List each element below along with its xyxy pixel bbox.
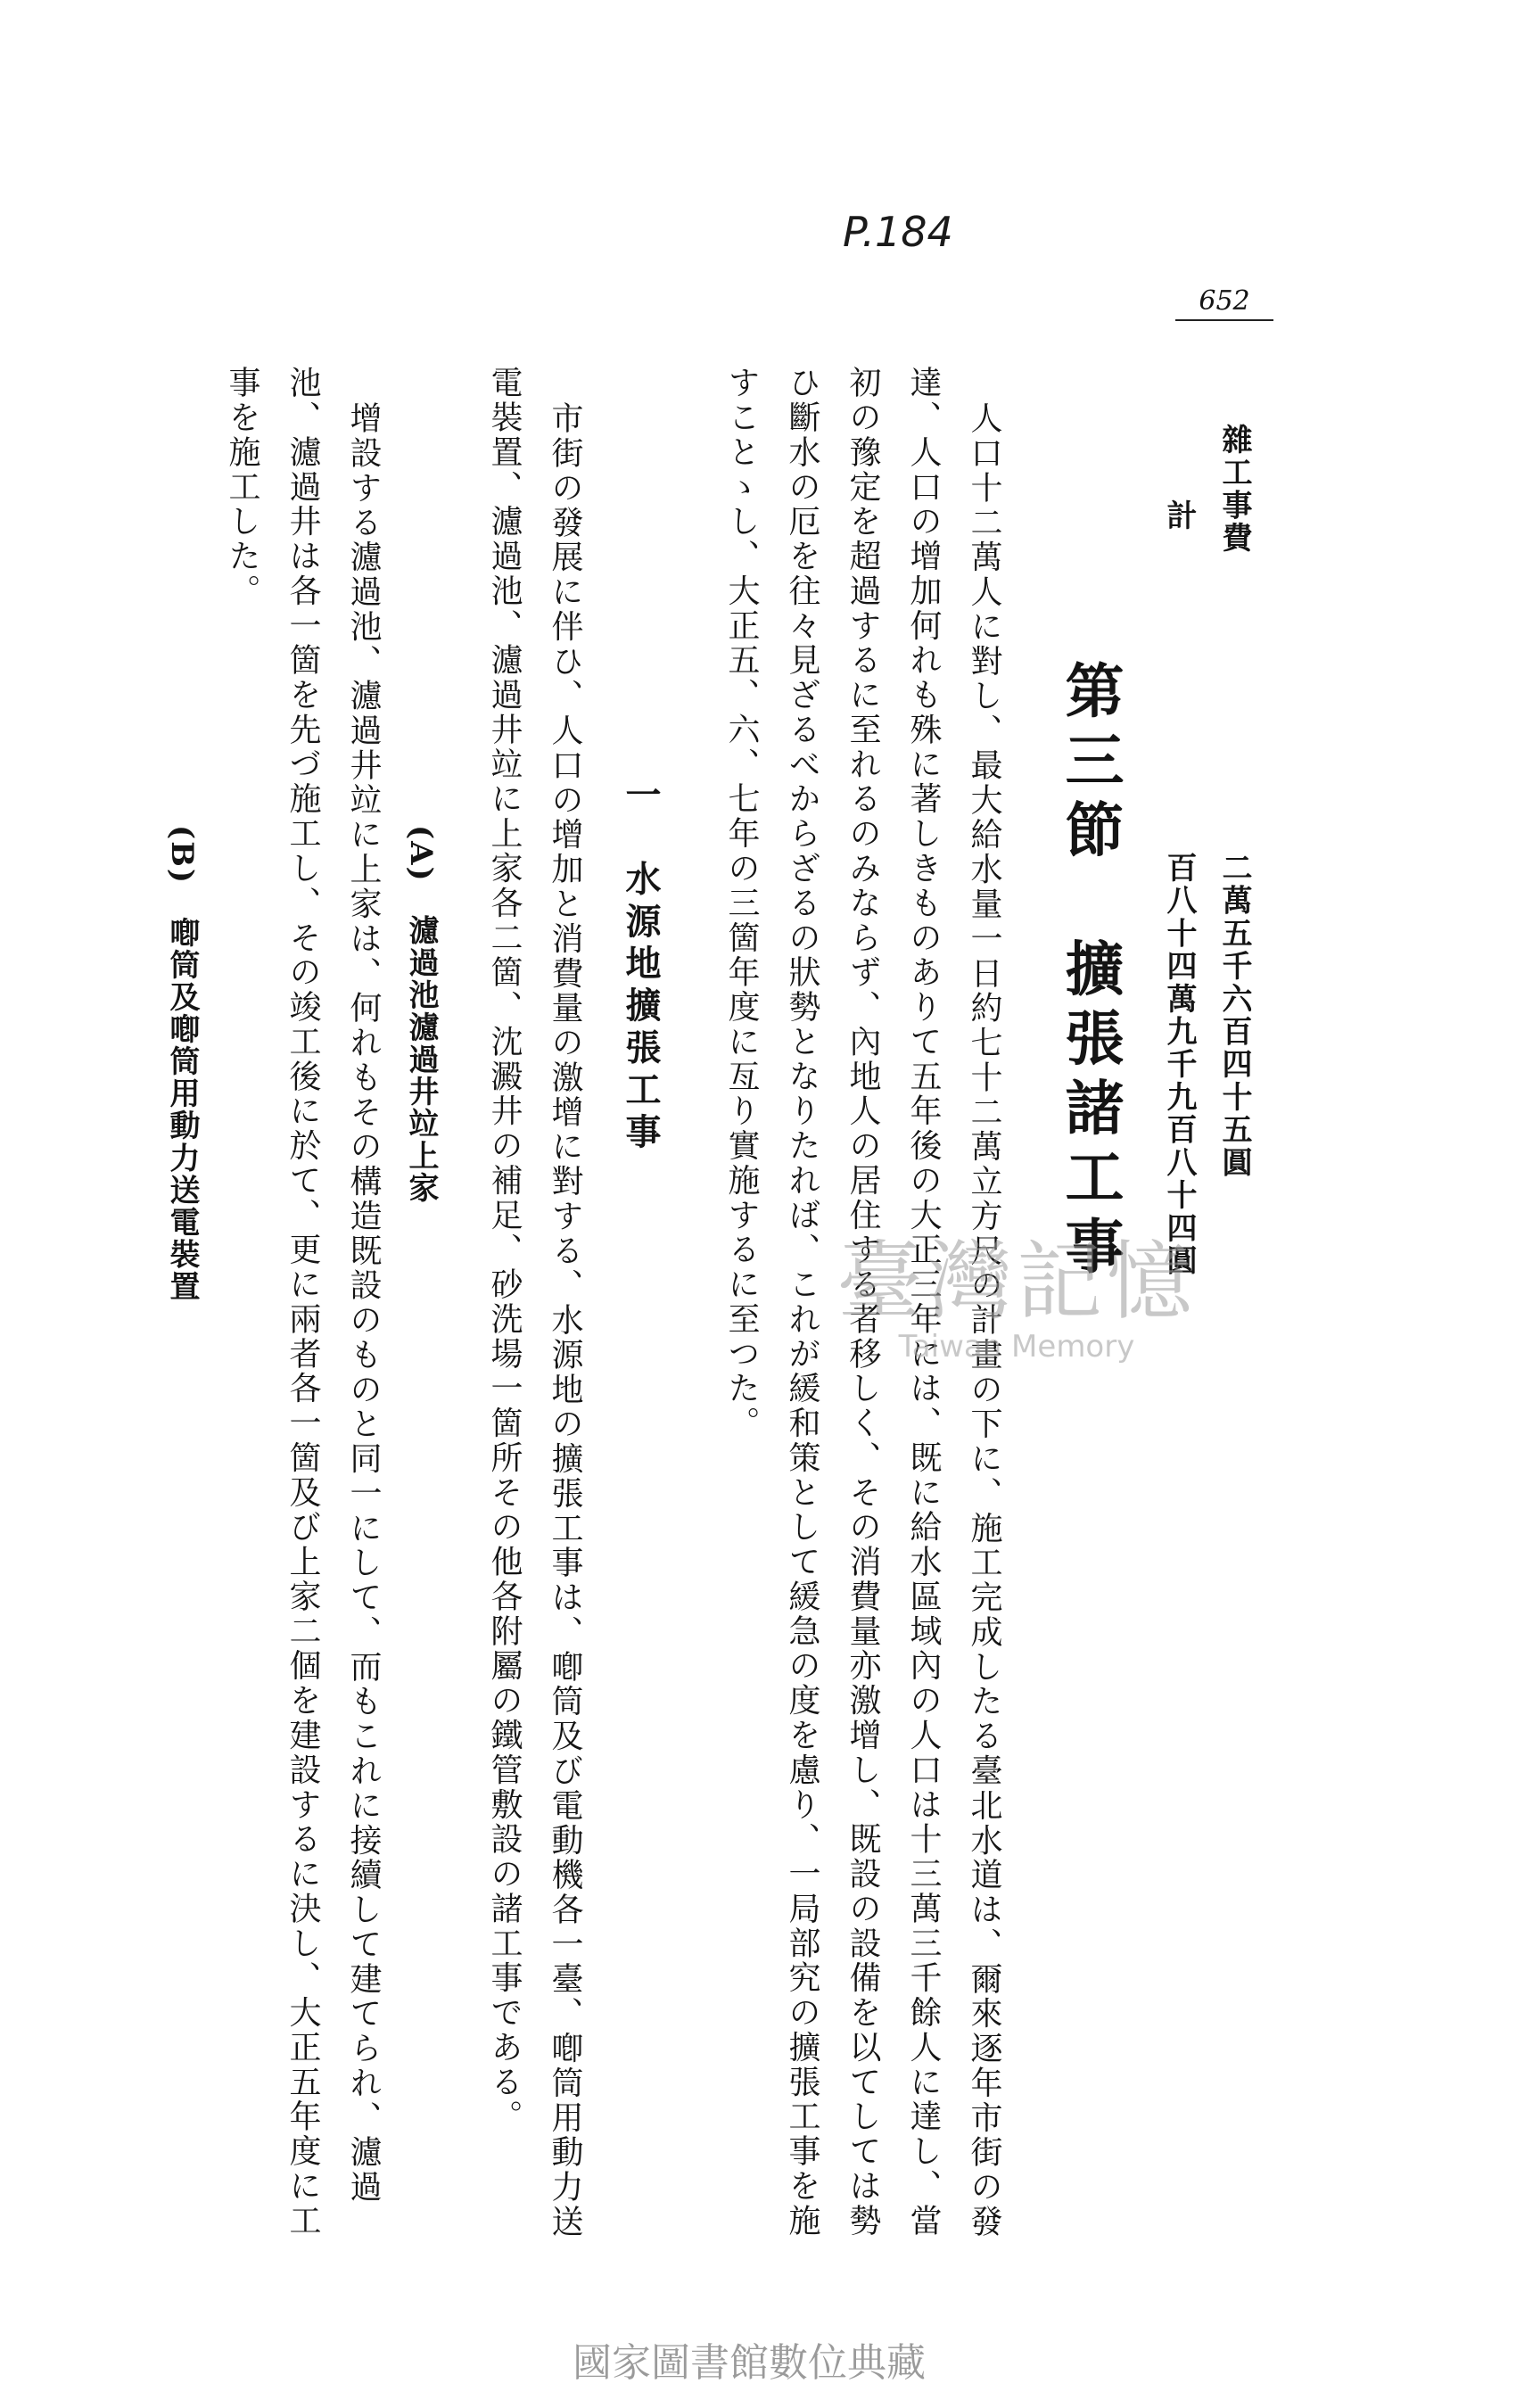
- item-a-line: 池、濾過井は各一箇を先づ施工し、その竣工後に於て、更に兩者各一箇及び上家二個を建設するに決し、大正五年度に工: [284, 366, 321, 2239]
- intro-line: すことゝし、大正五、六、七年の三箇年度に亙り實施するに至つた。: [723, 366, 760, 1441]
- intro-line: 人口十二萬人に對し、最大給水量一日約七十二萬立方尺の計畫の下に、施工完成したる臺北水道は、爾來逐年市街の發: [966, 401, 1002, 2239]
- intro-line: 達、人口の增加何れも殊に著しきものありて五年後の大正三年には、既に給水區域內の人口は十三萬三千餘人に達し、當: [905, 366, 942, 2239]
- intro-line: ひ斷水の厄を往々見ざるべからざるの狀勢となりたれば、これが緩和策として緩急の度を慮り、一局部究の擴張工事を施: [784, 366, 820, 2239]
- taiwan-memory-logo: [776, 1232, 1257, 1387]
- item-a-line: 增設する濾過池、濾過井竝に上家は、何れもその構造既設のものと同一にして、而もこれに接續して建てられ、濾過: [345, 401, 382, 2205]
- part1-title: 一 水源地擴張工事: [620, 776, 662, 1155]
- item-a-title: (A) 濾過池濾過井竝上家: [403, 825, 439, 1205]
- budget-total-amount: 百八十四萬九千九百八十四圓: [1161, 852, 1197, 1278]
- part1-line: 電裝置、濾過池、濾過井竝に上家各二箇、沈澱井の補足、砂洗場一箇所その他各附屬の鐵管敷設の諸工事である。: [486, 366, 523, 2134]
- logo-latin-text: Taiwan Memory: [898, 1329, 1135, 1365]
- item-a-line: 事を施工した。: [224, 366, 260, 609]
- item-b-title: (B) 喞筒及喞筒用動力送電裝置: [164, 825, 200, 1303]
- footer-watermark: 國家圖書館數位典藏: [573, 2340, 926, 2386]
- section-title: 第三節 擴張諸工事: [1055, 660, 1125, 1285]
- part1-line: 市街の發展に伴ひ、人口の增加と消費量の激增に對する、水源地の擴張工事は、喞筒及び電動機各一臺、喞筒用動力送: [547, 401, 583, 2239]
- logo-cjk-text: 臺灣記憶: [836, 1232, 1197, 1332]
- budget-total-label: 計: [1161, 499, 1197, 532]
- budget-misc-amount: 二萬五千六百四十五圓: [1216, 852, 1252, 1180]
- page-number: 652: [1175, 284, 1273, 321]
- budget-misc-label: 雜工事費: [1216, 424, 1252, 555]
- handwritten-note: P.184: [843, 208, 953, 256]
- intro-line: 初の豫定を超過するに至れるのみならず、內地人の居住する者移しく、その消費量亦激增し、既設の設備を以てしては勢: [845, 366, 881, 2239]
